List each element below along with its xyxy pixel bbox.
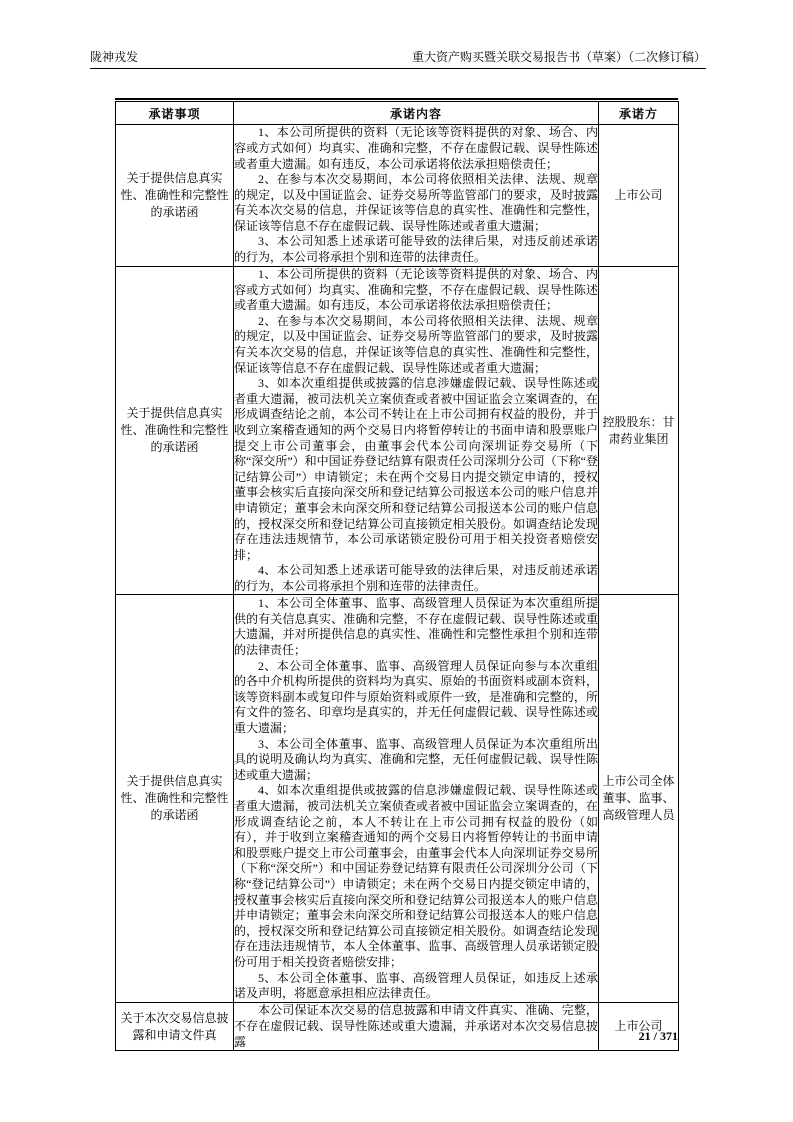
content-paragraph: 1、本公司全体董事、监事、高级管理人员保证为本次重组所提供的有关信息真实、准确和完整，不存在虚假记载、误导性陈述或重大遗漏，并对所提供信息的真实性、准确性和完整性承担个别和连带的法律责任； [234, 596, 598, 658]
content-paragraph: 5、本公司全体董事、监事、高级管理人员保证，如违反上述承诺及声明，将愿意承担相应法律责任。 [234, 970, 598, 1001]
commitment-content [234, 267, 599, 595]
commitment-content [234, 595, 599, 1003]
table-header-row [116, 102, 679, 125]
commitments-table-area [115, 98, 678, 1051]
header-right-title: 重大资产购买暨关联交易报告书（草案）（二次修订稿） [411, 50, 706, 64]
table-row [116, 125, 679, 267]
commitment-item: 关于提供信息真实性、准确性和完整性的承诺函 [116, 267, 234, 595]
column-header-item: 承诺事项 [116, 102, 234, 125]
commitment-item: 关于提供信息真实性、准确性和完整性的承诺函 [116, 595, 234, 1003]
commitment-content [234, 125, 599, 267]
content-paragraph: 3、本公司知悉上述承诺可能导致的法律后果，对违反前述承诺的行为，本公司将承担个别和连带的法律责任。 [234, 234, 598, 265]
commitment-party: 上市公司全体董事、监事、高级管理人员 [599, 595, 679, 1003]
content-paragraph: 3、本公司全体董事、监事、高级管理人员保证为本次重组所出具的说明及确认均为真实、准确和完整，无任何虚假记载、误导性陈述或重大遗漏； [234, 736, 598, 782]
commitments-table [115, 101, 679, 1051]
commitment-party: 上市公司 [599, 1003, 679, 1051]
content-paragraph: 2、本公司全体董事、监事、高级管理人员保证向参与本次重组的各中介机构所提供的资料均为真实、原始的书面资料或副本资料，该等资料副本或复印件与原始资料或原件一致，是准确和完整的，所有文件的签名、印章均是真实的，并无任何虚假记载、误导性陈述或重大遗漏； [234, 658, 598, 735]
content-paragraph: 1、本公司所提供的资料（无论该等资料提供的对象、场合、内容或方式如何）均真实、准确和完整，不存在虚假记载、误导性陈述或者重大遗漏。如有违反，本公司承诺将依法承担赔偿责任； [234, 267, 598, 313]
column-header-content: 承诺内容 [234, 102, 599, 125]
content-paragraph: 本公司保证本次交易的信息披露和申请文件真实、准确、完整，不存在虚假记载、误导性陈述或重大遗漏，并承诺对本次交易信息披露 [234, 1003, 598, 1049]
page-number: 21 / 371 [638, 1029, 678, 1043]
content-paragraph: 4、如本次重组提供或披露的信息涉嫌虚假记载、误导性陈述或者重大遗漏，被司法机关立案侦查或者被中国证监会立案调查的，在形成调查结论之前，本人不转让在上市公司拥有权益的股份（如有），并于收到立案稽查通知的两个交易日内将暂停转让的书面申请和股票账户提交上市公司董事会，由董事会代本人向深圳证券交易所（下称“深交所”）和中国证券登记结算有限责任公司深圳分公司（下称“登记结算公司”）申请锁定；未在两个交易日内提交锁定申请的，授权董事会核实后直接向深交所和登记结算公司报送本人的账户信息并申请锁定；董事会未向深交所和登记结算公司报送本人的账户信息的，授权深交所和登记结算公司直接锁定相关股份。如调查结论发现存在违法违规情节，本人全体董事、监事、高级管理人员承诺锁定股份可用于相关投资者赔偿安排； [234, 783, 598, 969]
commitment-party: 上市公司 [599, 125, 679, 267]
commitment-item: 关于本次交易信息披露和申请文件真 [116, 1003, 234, 1051]
content-paragraph: 2、在参与本次交易期间，本公司将依照相关法律、法规、规章的规定，以及中国证监会、证券交易所等监管部门的要求，及时披露有关本次交易的信息，并保证该等信息的真实性、准确性和完整性，保证该等信息不存在虚假记载、误导性陈述或者重大遗漏； [234, 313, 598, 375]
table-row [116, 595, 679, 1003]
content-paragraph: 3、如本次重组提供或披露的信息涉嫌虚假记载、误导性陈述或者重大遗漏，被司法机关立案侦查或者被中国证监会立案调查的，在形成调查结论之前，本公司不转让在上市公司拥有权益的股份，并于收到立案稽查通知的两个交易日内将暂停转让的书面申请和股票账户提交上市公司董事会，由董事会代本公司向深圳证券交易所（下称“深交所”）和中国证券登记结算有限责任公司深圳分公司（下称“登记结算公司”）申请锁定；未在两个交易日内提交锁定申请的，授权董事会核实后直接向深交所和登记结算公司报送本公司的账户信息并申请锁定；董事会未向深交所和登记结算公司报送本公司的账户信息的，授权深交所和登记结算公司直接锁定相关股份。如调查结论发现存在违法违规情节，本公司承诺锁定股份可用于相关投资者赔偿安排； [234, 376, 598, 562]
running-header [90, 50, 706, 69]
column-header-party: 承诺方 [599, 102, 679, 125]
content-paragraph: 4、本公司知悉上述承诺可能导致的法律后果，对违反前述承诺的行为，本公司将承担个别和连带的法律责任。 [234, 563, 598, 593]
header-left-title: 陇神戎发 [90, 50, 139, 64]
commitment-item: 关于提供信息真实性、准确性和完整性的承诺函 [116, 125, 234, 267]
commitment-party: 控股股东：甘肃药业集团 [599, 267, 679, 595]
content-paragraph: 2、在参与本次交易期间，本公司将依照相关法律、法规、规章的规定，以及中国证监会、证券交易所等监管部门的要求，及时披露有关本次交易的信息，并保证该等信息的真实性、准确性和完整性，保证该等信息不存在虚假记载、误导性陈述或者重大遗漏； [234, 172, 598, 233]
content-paragraph: 1、本公司所提供的资料（无论该等资料提供的对象、场合、内容或方式如何）均真实、准确和完整，不存在虚假记载、误导性陈述或者重大遗漏。如有违反，本公司承诺将依法承担赔偿责任； [234, 125, 598, 171]
table-row [116, 267, 679, 595]
